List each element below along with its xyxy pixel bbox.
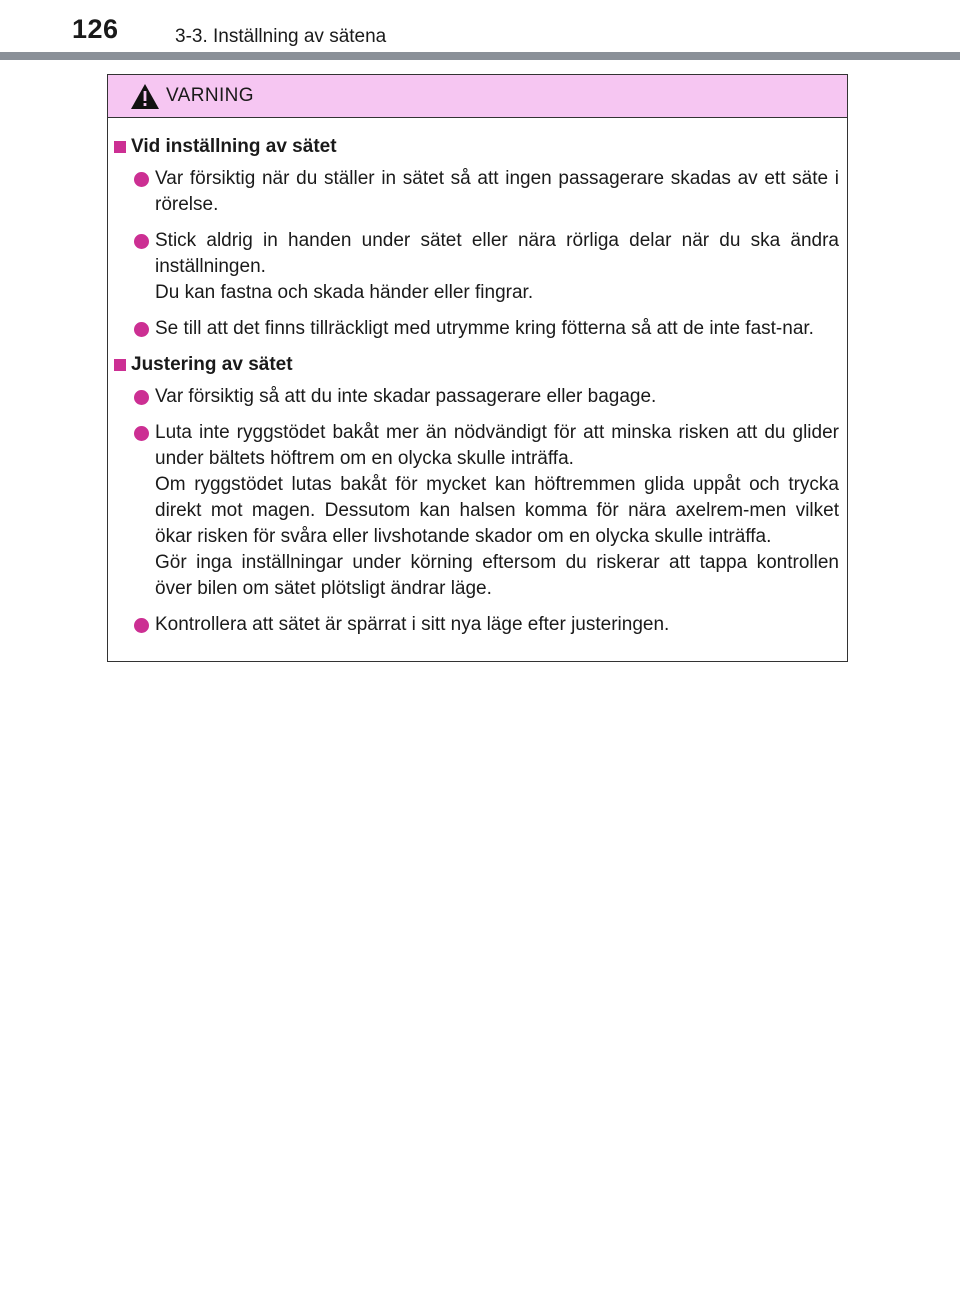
round-bullet-icon xyxy=(134,322,149,337)
section-heading-text: Vid inställning av sätet xyxy=(131,136,337,157)
round-bullet-icon xyxy=(134,426,149,441)
list-item xyxy=(114,228,839,306)
warning-box xyxy=(107,74,848,662)
list-item xyxy=(114,316,839,342)
section-title: 3-3. Inställning av sätena xyxy=(175,26,387,47)
list-item xyxy=(114,166,839,218)
bullet-text: Var försiktig så att du inte skadar passagerare eller bagage. xyxy=(155,386,657,407)
warning-body xyxy=(108,118,847,638)
round-bullet-icon xyxy=(134,390,149,405)
round-bullet-icon xyxy=(134,172,149,187)
square-bullet-icon xyxy=(114,359,126,371)
section-heading-text: Justering av sätet xyxy=(131,354,293,375)
warning-triangle-icon xyxy=(130,83,160,110)
bullet-text: Gör inga inställningar under körning eftersom du riskerar att tappa kontrollen över bilen om sätet plötsligt ändrar läge. xyxy=(155,552,839,599)
header-rule xyxy=(0,52,960,60)
bullet-text: Om ryggstödet lutas bakåt för mycket kan höftremmen glida uppåt och trycka direkt mot magen. Dessutom kan halsen komma för nära axelrem-men vilket ökar risken för svåra eller livshotande skador om en olycka skulle inträffa. xyxy=(155,474,839,547)
bullet-text: Du kan fastna och skada händer eller fingrar. xyxy=(155,282,534,303)
bullet-text: Kontrollera att sätet är spärrat i sitt nya läge efter justeringen. xyxy=(155,614,670,635)
bullet-text: Var försiktig när du ställer in sätet så att ingen passagerare skadas av ett säte i rörelse. xyxy=(155,168,839,215)
bullet-text: Se till att det finns tillräckligt med utrymme kring fötterna så att de inte fast-nar. xyxy=(155,318,814,339)
list-item xyxy=(114,384,839,410)
warning-header xyxy=(108,75,847,118)
warning-title: VARNING xyxy=(166,85,254,106)
list-item xyxy=(114,420,839,602)
page-number: 126 xyxy=(72,14,119,44)
list-item xyxy=(114,612,839,638)
section-heading xyxy=(114,352,839,378)
page-header xyxy=(0,0,960,62)
round-bullet-icon xyxy=(134,618,149,633)
bullet-text: Stick aldrig in handen under sätet eller nära rörliga delar när du ska ändra inställningen. xyxy=(155,230,839,277)
square-bullet-icon xyxy=(114,141,126,153)
section-heading xyxy=(114,134,839,160)
bullet-text: Luta inte ryggstödet bakåt mer än nödvändigt för att minska risken att du glider under bältets höftrem om en olycka skulle inträffa. xyxy=(155,422,839,469)
round-bullet-icon xyxy=(134,234,149,249)
